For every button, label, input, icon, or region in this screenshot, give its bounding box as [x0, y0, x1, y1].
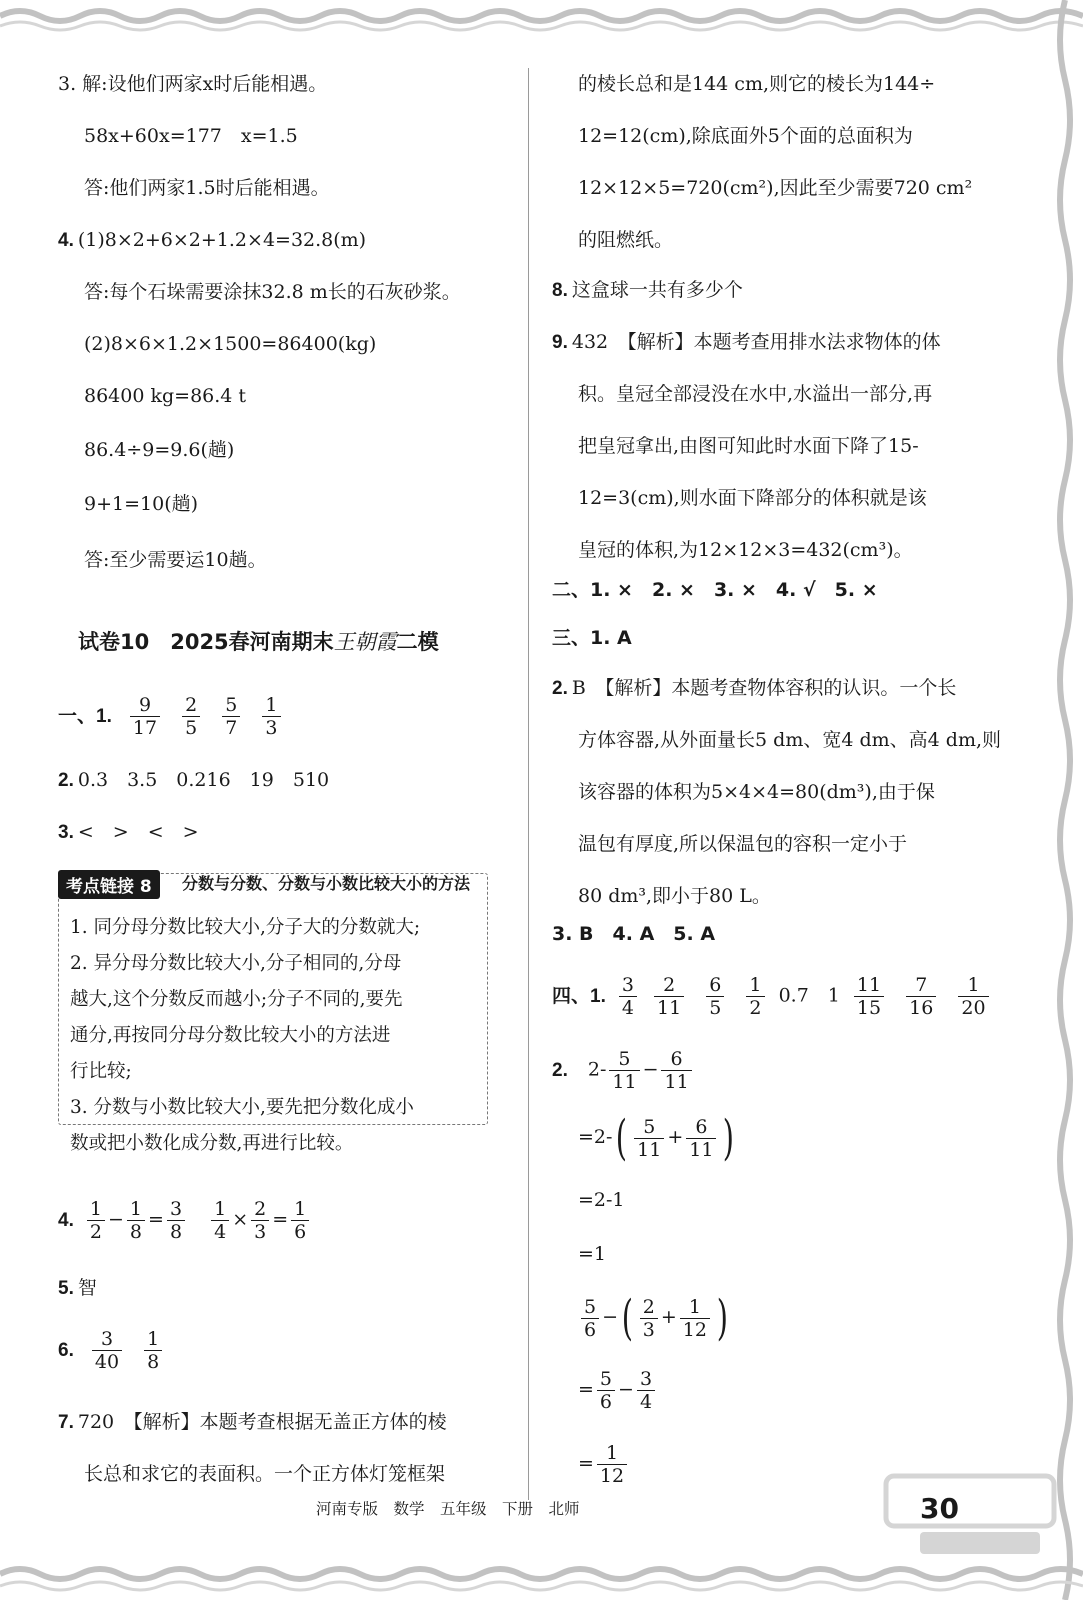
- q4-line7: 答:至少需要运10趟。: [84, 549, 267, 571]
- tip-line: 越大,这个分数反而越小;分子不同的,要先: [70, 989, 403, 1010]
- q7-line2: 长总和求它的表面积。一个正方体灯笼框架: [84, 1463, 446, 1485]
- s4-q2-line7: = $\frac{1}{12}$: [578, 1442, 630, 1487]
- q4-line4: 86400 kg=86.4 t: [84, 385, 247, 407]
- top-wave-border: [0, 0, 1083, 44]
- watermark-logo: [880, 1468, 1060, 1568]
- s4-q2-line6: = $\frac{5}{6}$ − $\frac{3}{4}$: [578, 1368, 658, 1413]
- q7-cont: 12×12×5=720(cm²),因此至少需要720 cm²: [578, 177, 973, 199]
- q4-line6: 9+1=10(趟): [84, 493, 199, 515]
- q4-line2: 答:每个石垛需要涂抹32.8 m长的石灰砂浆。: [84, 281, 461, 303]
- section-3-q1: 三、1. A: [552, 627, 632, 649]
- q8: 8. 这盒球一共有多少个: [552, 279, 743, 301]
- s3-q2-line: 80 dm³,即小于80 L。: [578, 885, 771, 907]
- q3-line1: 3. 解:设他们两家x时后能相遇。: [58, 73, 328, 95]
- s1-q1: 一、1. $\frac{9}{17}$ $\frac{2}{5}$ $\frac{5}{7}$ $\frac{1}{3}$: [58, 694, 289, 739]
- q7-cont: 的棱长总和是144 cm,则它的棱长为144÷: [578, 73, 936, 95]
- s3-q2-line: 该容器的体积为5×4×4=80(dm³),由于保: [578, 781, 935, 803]
- s1-q2: 2. 0.3 3.5 0.216 19 510: [58, 769, 330, 791]
- q4-line3: (2)8×6×1.2×1500=86400(kg): [84, 333, 377, 355]
- tip-line: 3. 分数与小数比较大小,要先把分数化成小: [70, 1097, 414, 1118]
- s4-q2-line3: =2-1: [578, 1189, 625, 1211]
- q9-line1: 9. 432 【解析】本题考查用排水法求物体的体: [552, 331, 941, 353]
- q9-line: 皇冠的体积,为12×12×3=432(cm³)。: [578, 539, 913, 561]
- footer-text: 河南专版 数学 五年级 下册 北师: [316, 1500, 580, 1518]
- test-title: 试卷10 2025春河南期末王朝霞二模: [78, 630, 439, 654]
- s4-q2-line5: $\frac{5}{6}$ −( $\frac{2}{3}$ + $\frac{1}{12}$ ): [578, 1294, 732, 1342]
- s4-q1: 四、1. $\frac{3}{4}$ $\frac{2}{11}$ $\frac{6}{5}$ $\frac{1}{2}$ 0.7 1 $\frac{11}{15}$ $\frac{7}{16}$ $\frac{1}{20}$: [552, 974, 997, 1019]
- column-divider: [528, 68, 529, 1500]
- q4-line1: 4. (1)8×2+6×2+1.2×4=32.8(m): [58, 229, 367, 251]
- signature: 王朝霞: [333, 630, 397, 654]
- q4-line5: 86.4÷9=9.6(趟): [84, 439, 235, 461]
- s3-q2-line: 温包有厚度,所以保温包的容积一定小于: [578, 833, 908, 855]
- page-number: 30: [920, 1492, 959, 1525]
- tip-line: 2. 异分母分数比较大小,分子相同的,分母: [70, 953, 402, 974]
- tip-line: 行比较;: [70, 1061, 132, 1082]
- tip-line: 数或把小数化成分数,再进行比较。: [70, 1133, 354, 1154]
- q7-cont: 12=12(cm),除底面外5个面的总面积为: [578, 125, 913, 147]
- s4-q2-line2: =2-( $\frac{5}{11}$ + $\frac{6}{11}$ ): [578, 1110, 735, 1166]
- q9-line: 积。皇冠全部浸没在水中,水溢出一部分,再: [578, 383, 933, 405]
- q3-line3: 答:他们两家1.5时后能相遇。: [84, 177, 330, 199]
- right-wave-border: [1043, 0, 1083, 1600]
- q7-cont: 的阻燃纸。: [578, 229, 674, 251]
- tip-title: 分数与分数、分数与小数比较大小的方法: [182, 874, 471, 893]
- s1-q3: 3. < > < >: [58, 821, 199, 843]
- s3-q2-line: 方体容器,从外面量长5 dm、宽4 dm、高4 dm,则: [578, 729, 1002, 751]
- s4-q2-line4: =1: [578, 1243, 607, 1265]
- s1-q4: 4. $\frac{1}{2}$ − $\frac{1}{8}$ = $\frac{3}{8}$ $\frac{1}{4}$ × $\frac{2}{3}$ = $\frac{1}{6}$: [58, 1198, 312, 1243]
- s3-q2-line1: 2. B 【解析】本题考查物体容积的认识。一个长: [552, 677, 957, 699]
- section-2: 二、1. × 2. × 3. × 4. √ 5. ×: [552, 579, 878, 601]
- q7-line1: 7. 720 【解析】本题考查根据无盖正方体的棱: [58, 1411, 447, 1433]
- s4-q2-line1: 2. 2- $\frac{5}{11}$ − $\frac{6}{11}$: [552, 1048, 695, 1093]
- tip-line: 通分,再按同分母分数比较大小的方法进: [70, 1025, 391, 1046]
- q3-line2: 58x+60x=177 x=1.5: [84, 125, 298, 147]
- q9-line: 把皇冠拿出,由图可知此时水面下降了15-: [578, 435, 919, 457]
- s1-q5: 5. 智: [58, 1277, 97, 1299]
- s3-q345: 3. B 4. A 5. A: [552, 923, 716, 945]
- tip-label: 考点链接 8: [58, 870, 160, 899]
- tip-line: 1. 同分母分数比较大小,分子大的分数就大;: [70, 917, 421, 938]
- q9-line: 12=3(cm),则水面下降部分的体积就是该: [578, 487, 927, 509]
- s1-q6: 6. $\frac{3}{40}$ $\frac{1}{8}$: [58, 1328, 170, 1373]
